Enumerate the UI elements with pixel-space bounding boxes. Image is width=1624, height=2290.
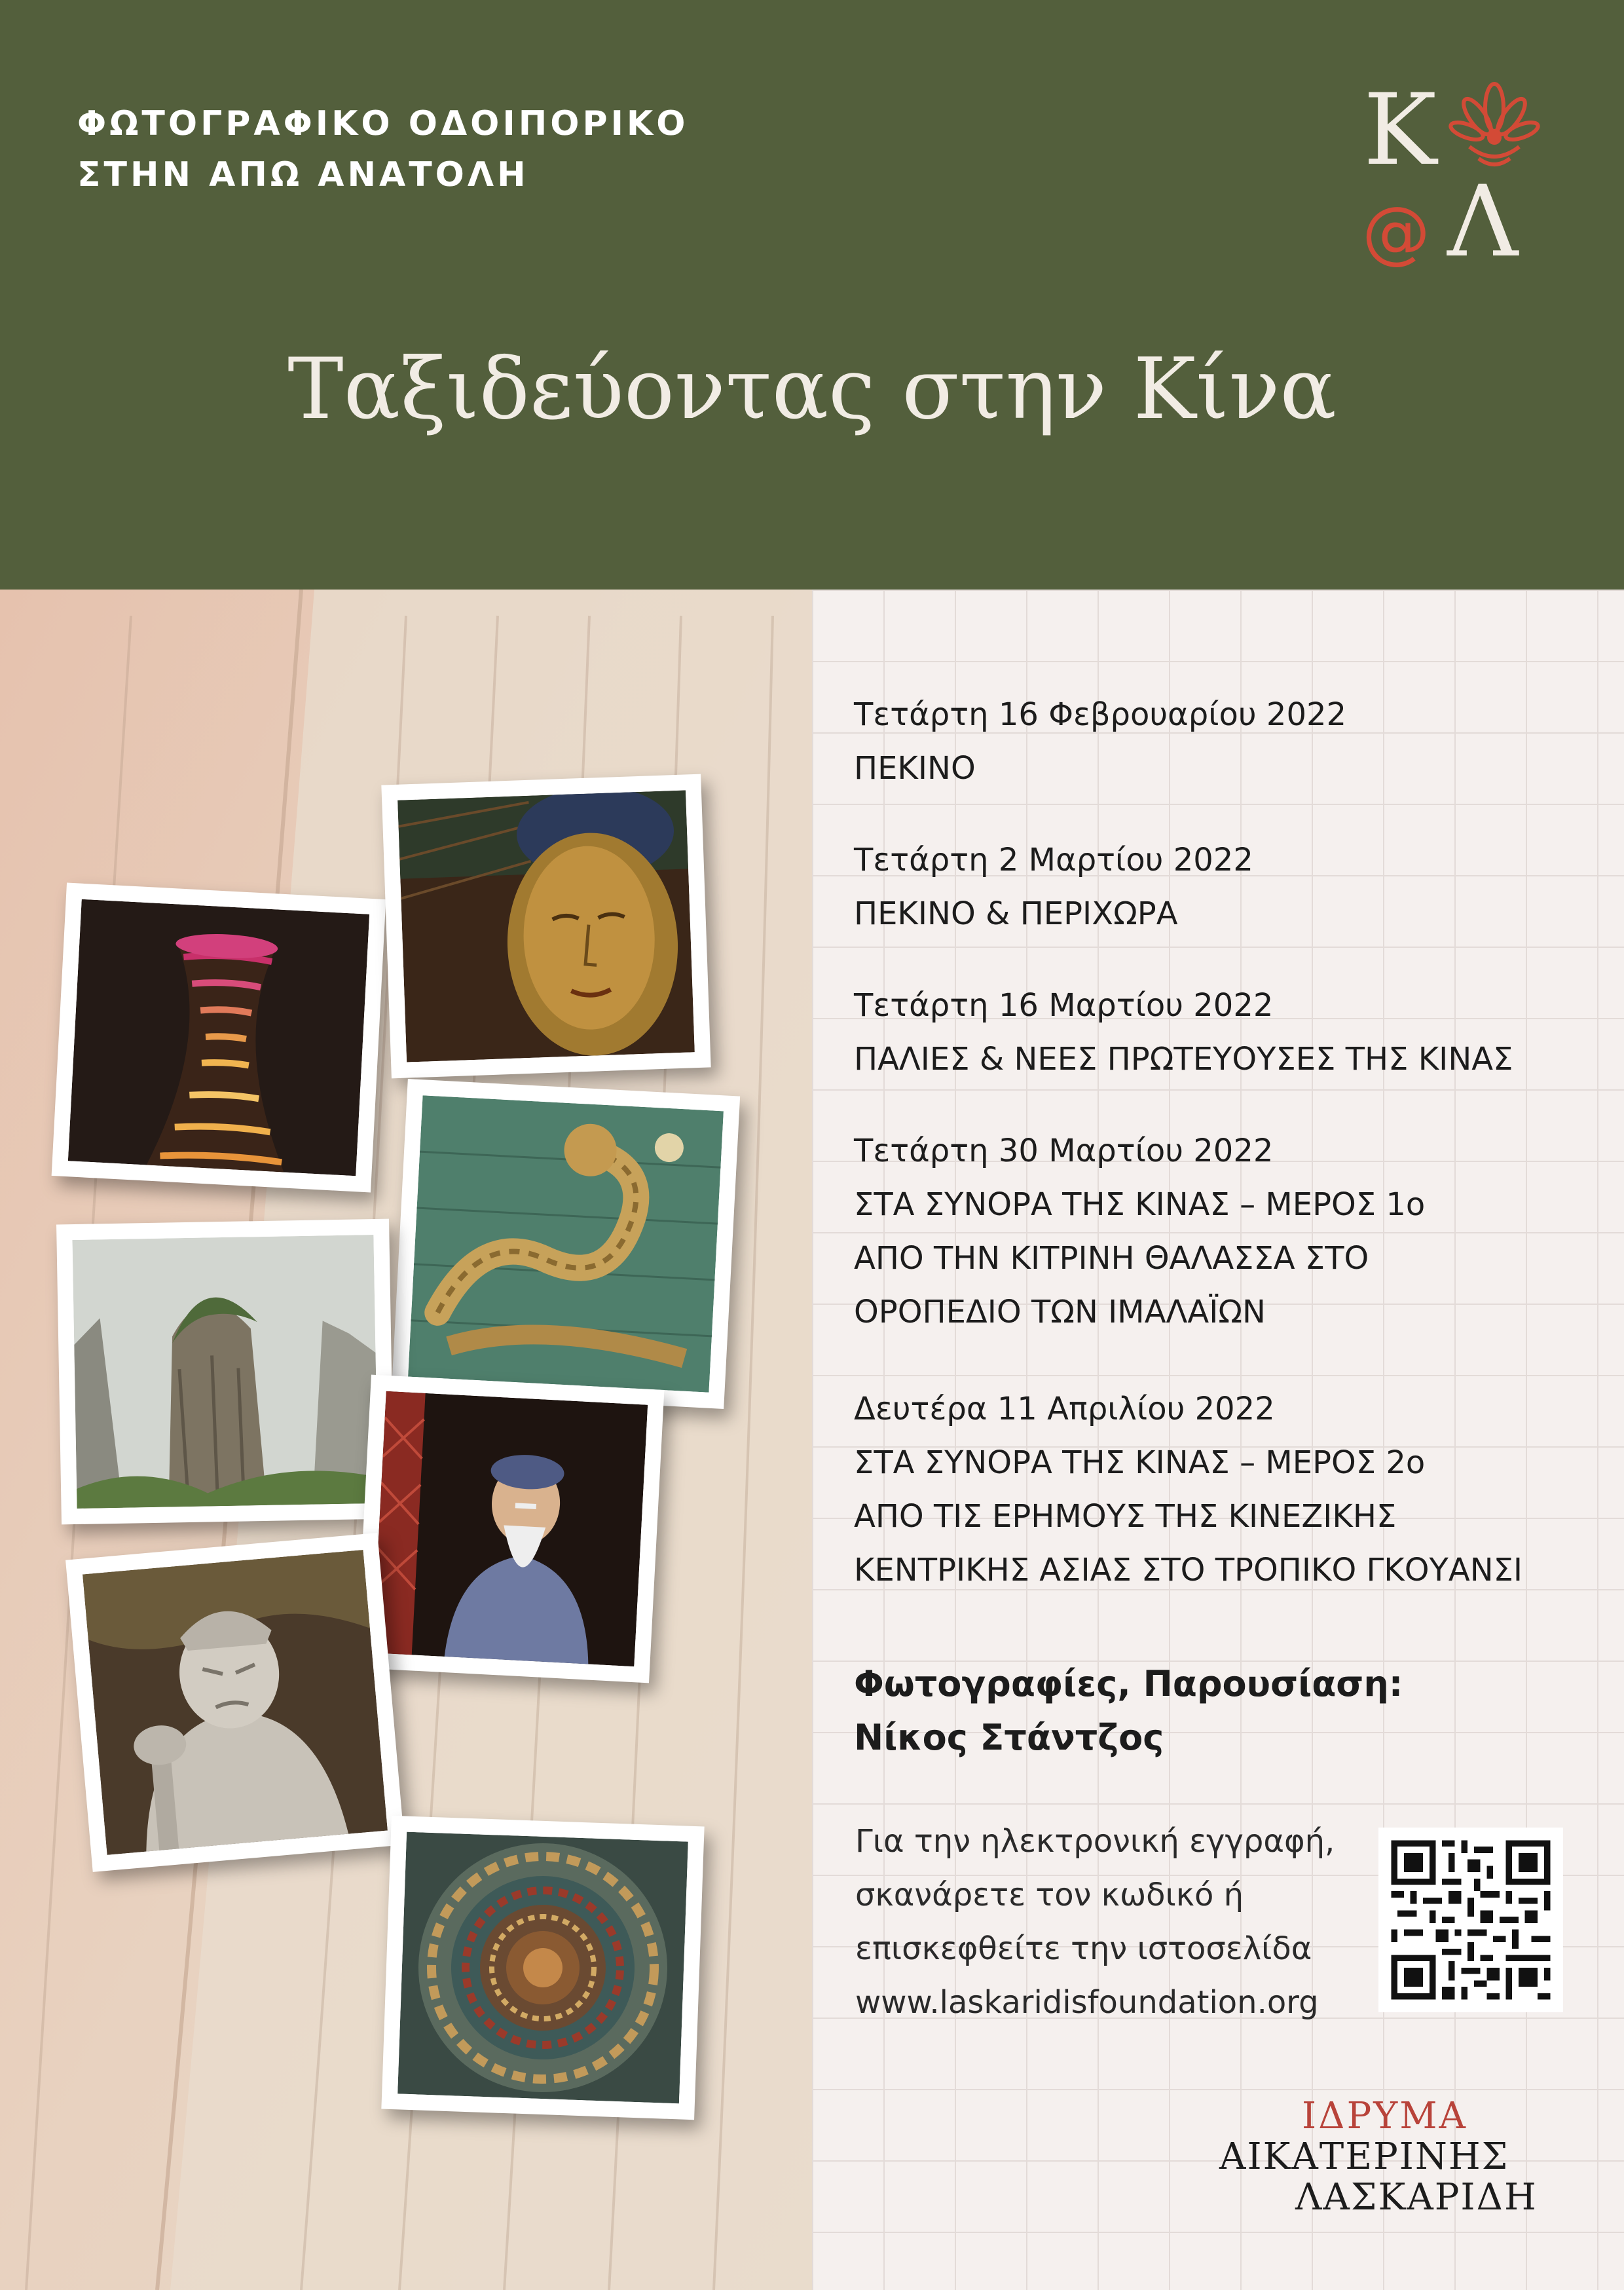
foundation-logo — [1349, 66, 1559, 275]
series-title — [77, 98, 688, 200]
logo-lambda: Λ — [1447, 165, 1519, 275]
logo-at: @ — [1362, 192, 1430, 272]
credits — [854, 1657, 1403, 1765]
photo-dragon-wall — [392, 1079, 740, 1409]
registration-info — [855, 1814, 1335, 2029]
foundation-line3: ΛΑΣΚΑΡΙΔΗ — [1295, 2176, 1538, 2219]
header-band — [0, 0, 1624, 590]
foundation-line2: ΑΙΚΑΤΕΡΙΝΗΣ — [1219, 2135, 1509, 2178]
event-date: Τετάρτη 30 Μαρτίου 2022 — [854, 1133, 1274, 1169]
registration-line: σκανάρετε τον κωδικό ή — [855, 1877, 1244, 1913]
credits-role: Φωτογραφίες, Παρουσίαση: — [854, 1663, 1403, 1704]
event-topic: ΠΕΚΙΝΟ & ΠΕΡΙΧΩΡΑ — [854, 895, 1178, 932]
program-panel — [812, 590, 1624, 2290]
event-topic: ΣΤΑ ΣΥΝΟΡΑ ΤΗΣ ΚΙΝΑΣ – ΜΕΡΟΣ 1ο — [854, 1186, 1426, 1223]
event-item — [854, 979, 1513, 1086]
foundation-wordmark — [812, 2096, 1624, 2218]
event-item — [854, 1124, 1425, 1339]
event-topic: ΑΠΟ ΤΙΣ ΕΡΗΜΟΥΣ ΤΗΣ ΚΙΝΕΖΙΚΗΣ — [854, 1498, 1397, 1535]
lotus-ornament-icon — [1449, 84, 1540, 164]
series-title-line1: ΦΩΤΟΓΡΑΦΙΚΟ ΟΔΟΙΠΟΡΙΚΟ — [77, 104, 689, 143]
registration-line: Για την ηλεκτρονική εγγραφή, — [855, 1823, 1335, 1860]
event-topic: ΚΕΝΤΡΙΚΗΣ ΑΣΙΑΣ ΣΤΟ ΤΡΟΠΙΚΟ ΓΚΟΥΑΝΣΙ — [854, 1552, 1523, 1588]
photo-canton-tower — [52, 883, 386, 1193]
event-date: Τετάρτη 16 Φεβρουαρίου 2022 — [854, 696, 1347, 733]
page-title: Ταξιδεύοντας στην Κίνα — [287, 341, 1337, 438]
event-topic: ΑΠΟ ΤΗΝ ΚΙΤΡΙΝΗ ΘΑΛΑΣΣΑ ΣΤΟ — [854, 1240, 1369, 1277]
series-title-line2: ΣΤΗΝ ΑΠΩ ΑΝΑΤΟΛΗ — [77, 155, 529, 195]
event-topic: ΠΕΚΙΝΟ — [854, 750, 976, 787]
qr-code-icon[interactable] — [1378, 1828, 1563, 2012]
event-topic: ΟΡΟΠΕΔΙΟ ΤΩΝ ΙΜΑΛΑΪΩΝ — [854, 1294, 1266, 1330]
photo-collage — [0, 590, 812, 2290]
photo-elder-portrait — [356, 1375, 665, 1683]
website-link[interactable]: www.laskaridisfoundation.org — [855, 1984, 1319, 2021]
foundation-line1: ΙΔΡΥΜΑ — [1302, 2095, 1467, 2137]
event-date: Τετάρτη 2 Μαρτίου 2022 — [854, 842, 1253, 878]
photo-karst-mountains — [56, 1219, 394, 1525]
photo-temple-ceiling — [381, 1816, 704, 2120]
event-item — [854, 688, 1346, 795]
event-item — [854, 1382, 1522, 1597]
logo-k: Κ — [1363, 73, 1437, 187]
event-item — [854, 833, 1253, 941]
event-date: Δευτέρα 11 Απριλίου 2022 — [854, 1391, 1275, 1427]
event-date: Τετάρτη 16 Μαρτίου 2022 — [854, 987, 1274, 1024]
event-topic: ΠΑΛΙΕΣ & ΝΕΕΣ ΠΡΩΤΕΥΟΥΣΕΣ ΤΗΣ ΚΙΝΑΣ — [854, 1041, 1513, 1078]
event-topic: ΣΤΑ ΣΥΝΟΡΑ ΤΗΣ ΚΙΝΑΣ – ΜΕΡΟΣ 2ο — [854, 1444, 1426, 1481]
photo-buddha-statue — [381, 774, 710, 1079]
registration-line: επισκεφθείτε την ιστοσελίδα — [855, 1930, 1312, 1967]
credits-name: Νίκος Στάντζος — [854, 1717, 1164, 1758]
photo-stone-warrior — [65, 1533, 405, 1872]
